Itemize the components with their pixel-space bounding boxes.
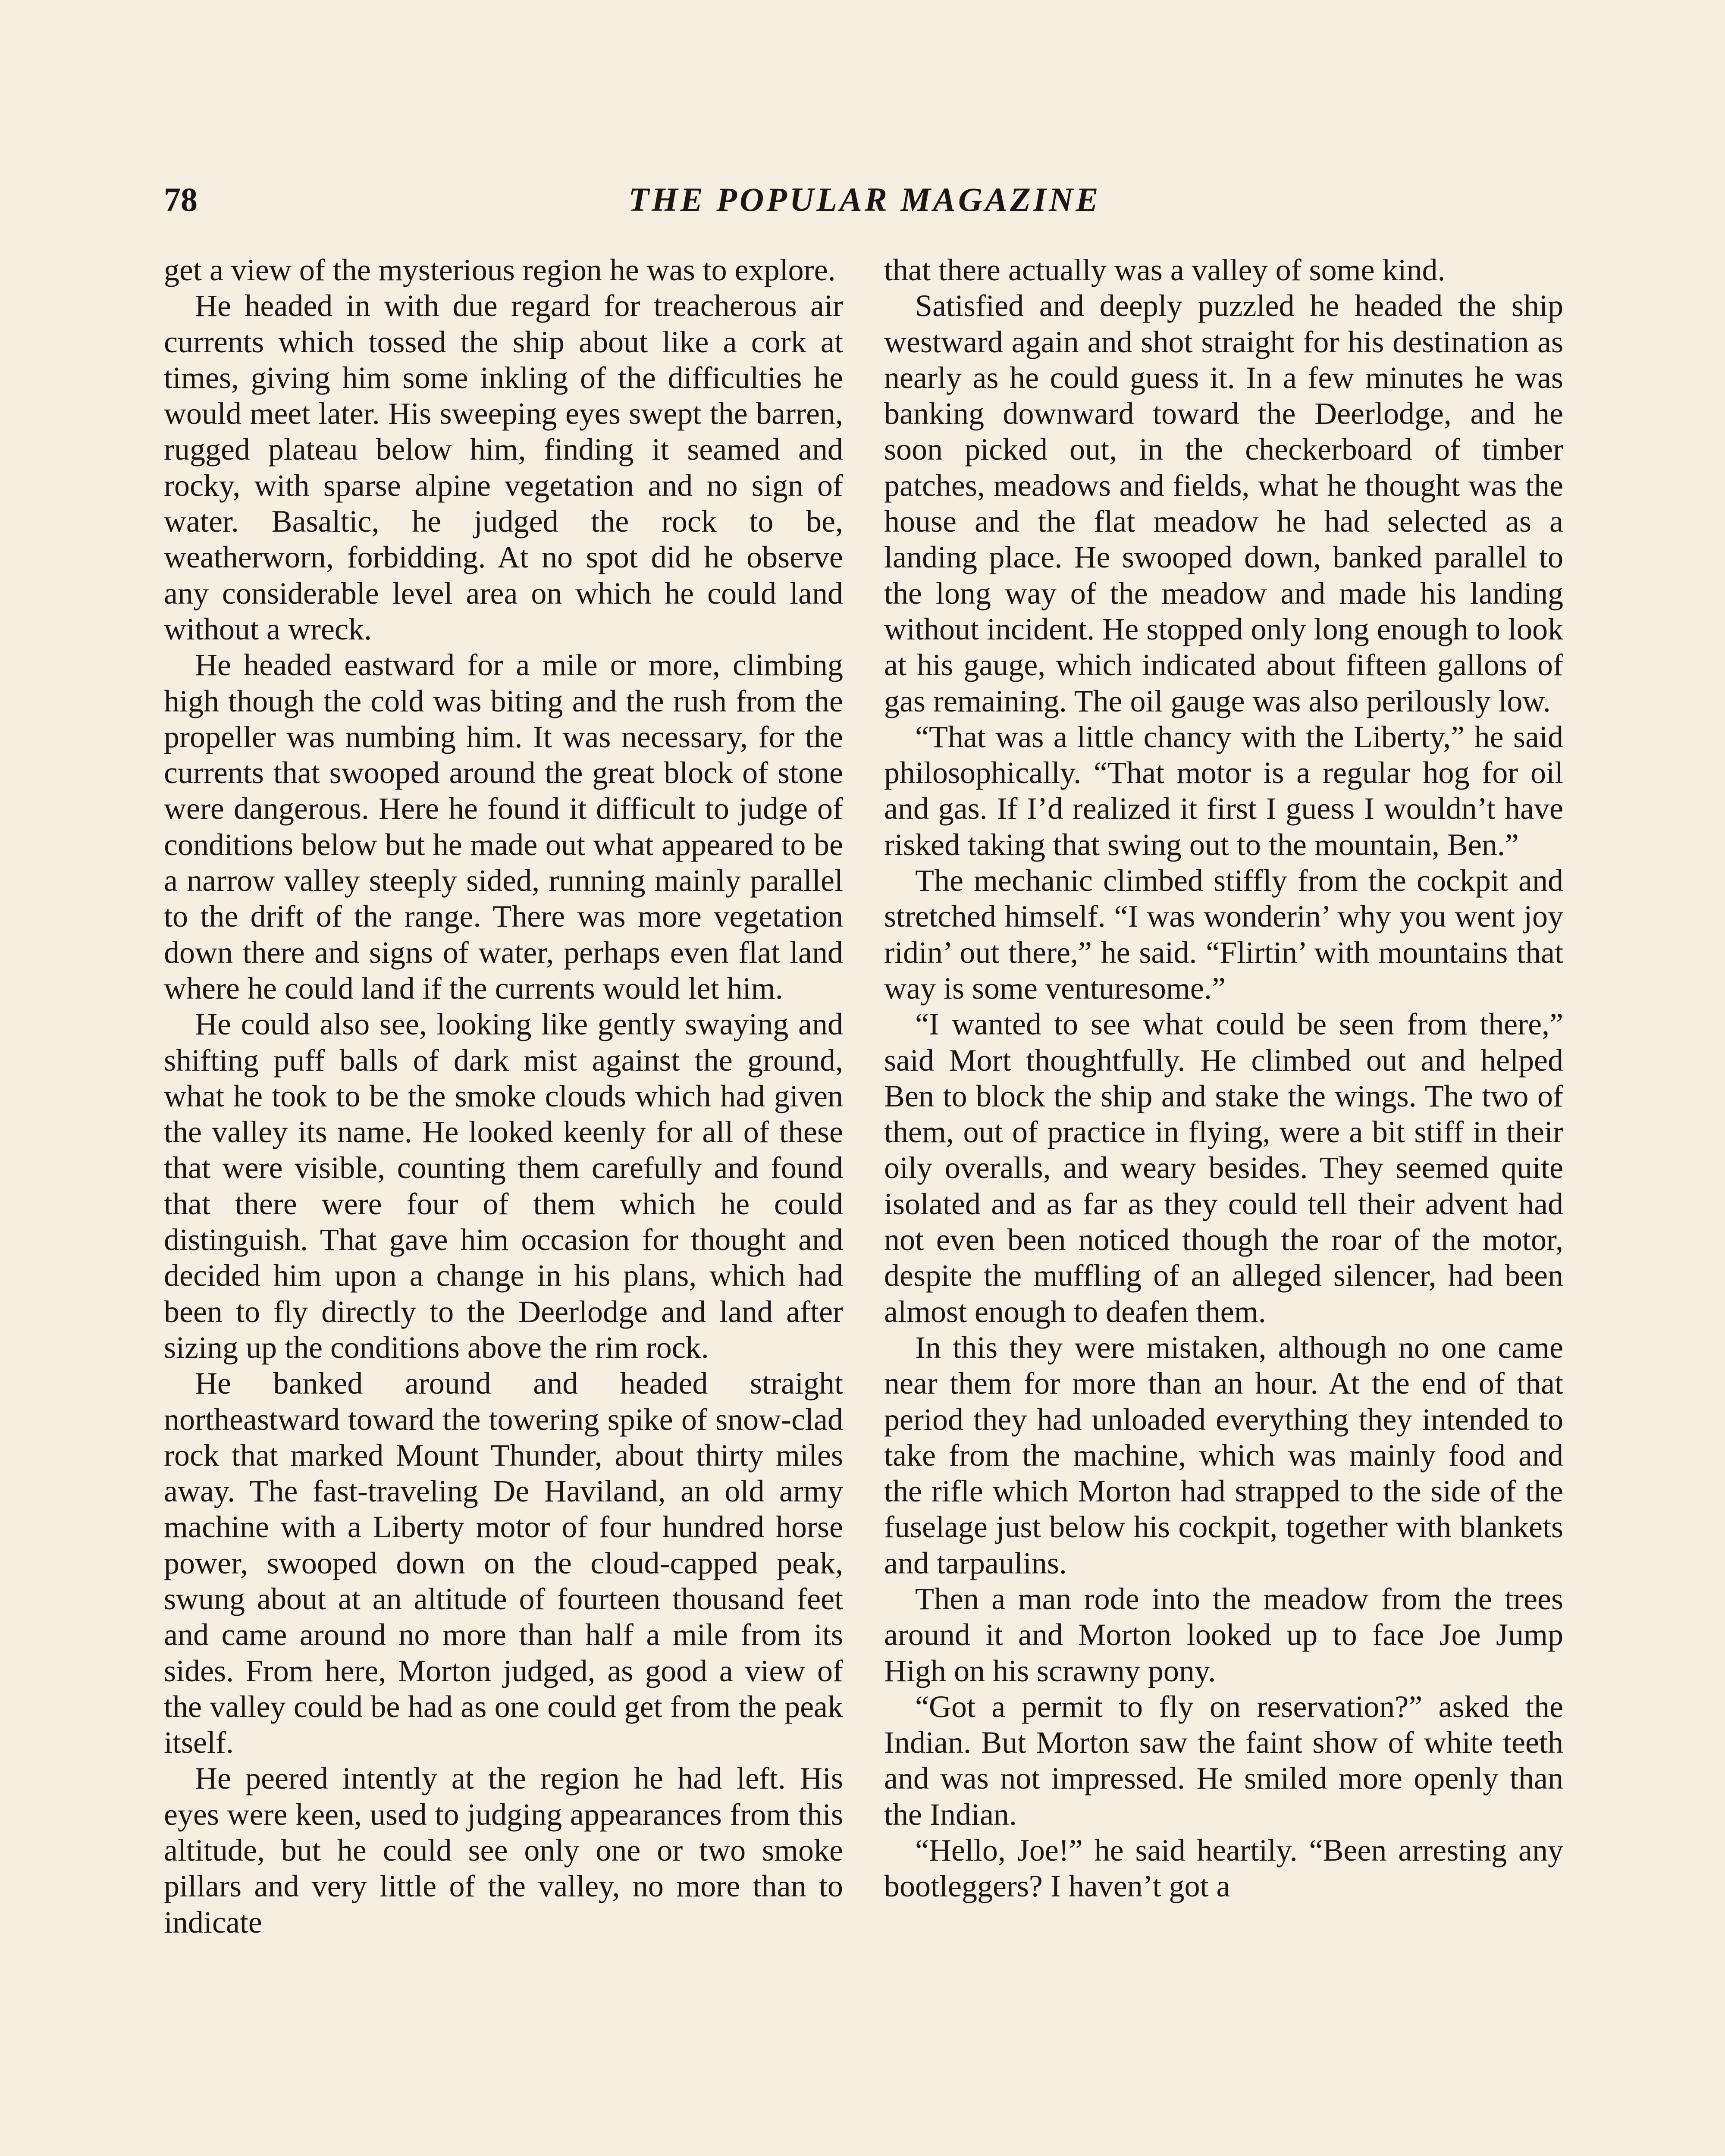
paragraph: He could also see, looking like gently swaying and shifting puff balls of dark mist against the ground, what he took to be the smoke clouds which had given the valley its name. He looked keenly for all of these that were visible, counting them carefully and found that there were four of them which he could distinguish. That gave him occasion for thought and decided him upon a change in his plans, which had been to fly directly to the Deerlodge and land after sizing up the conditions above the rim rock. (164, 1007, 843, 1365)
page-header (164, 172, 1565, 228)
paragraph: The mechanic climbed stiffly from the cockpit and stretched himself. “I was wonderin’ why you went joy ridin’ out there,” he said. “Flirtin’ with mountains that way is some venturesome.” (884, 863, 1563, 1006)
left-column (164, 252, 843, 2156)
paragraph: “Hello, Joe!” he said heartily. “Been arresting any bootleggers? I haven’t got a (884, 1833, 1563, 1904)
paragraph: “I wanted to see what could be seen from there,” said Mort thoughtfully. He climbed out and helped Ben to block the ship and stake the wings. The two of them, out of practice in flying, were a bit stiff in their oily overalls, and weary besides. They seemed quite isolated and as far as they could tell their advent had not even been noticed though the roar of the motor, despite the muffling of an alleged silencer, had been almost enough to deafen them. (884, 1007, 1563, 1329)
paragraph: “Got a permit to fly on reservation?” asked the Indian. But Morton saw the faint show of white teeth and was not impressed. He smiled more openly than the Indian. (884, 1689, 1563, 1832)
right-column (884, 252, 1563, 2156)
paragraph: Satisfied and deeply puzzled he headed the ship westward again and shot straight for his destination as nearly as he could guess it. In a few minutes he was banking downward toward the Deerlodge, and he soon picked out, in the checkerboard of timber patches, meadows and fields, what he thought was the house and the flat meadow he had selected as a landing place. He swooped down, banked parallel to the long way of the meadow and made his landing without incident. He stopped only long enough to look at his gauge, which indicated about fifteen gallons of gas remaining. The oil gauge was also perilously low. (884, 288, 1563, 718)
page-number: 78 (164, 181, 198, 218)
paragraph: He peered intently at the region he had left. His eyes were keen, used to judging appearances from this altitude, but he could see only one or two smoke pillars and very little of the valley, no more than to indicate (164, 1761, 843, 1940)
paragraph: that there actually was a valley of some kind. (884, 253, 1446, 287)
paragraph: In this they were mistaken, although no one came near them for more than an hour. At the end of that period they had unloaded everything they intended to take from the machine, which was mainly food and the rifle which Morton had strapped to the side of the fuselage just below his cockpit, together with blankets and tarpaulins. (884, 1330, 1563, 1580)
paragraph: “That was a little chancy with the Liberty,” he said philosophically. “That motor is a regular hog for oil and gas. If I’d realized it first I guess I wouldn’t have risked taking that swing out to the mountain, Ben.” (884, 719, 1563, 862)
paragraph: Then a man rode into the meadow from the trees around it and Morton looked up to face Joe Jump High on his scrawny pony. (884, 1581, 1563, 1688)
paragraph: He headed in with due regard for treacherous air currents which tossed the ship about like a cork at times, giving him some inkling of the difficulties he would meet later. His sweeping eyes swept the barren, rugged plateau below him, finding it seamed and rocky, with sparse alpine vegetation and no sign of water. Basaltic, he judged the rock to be, weatherworn, forbidding. At no spot did he observe any considerable level area on which he could land without a wreck. (164, 288, 843, 646)
paragraph: He banked around and headed straight northeastward toward the towering spike of snow-clad rock that marked Mount Thunder, about thirty miles away. The fast-traveling De Haviland, an old army machine with a Liberty motor of four hundred horse power, swooped down on the cloud-capped peak, swung about at an altitude of fourteen thousand feet and came around no more than half a mile from its sides. From here, Morton judged, as good a view of the valley could be had as one could get from the peak itself. (164, 1366, 843, 1760)
running-title: THE POPULAR MAGAZINE (628, 181, 1101, 218)
paragraph: get a view of the mysterious region he was to explore. (164, 253, 836, 287)
paragraph: He headed eastward for a mile or more, climbing high though the cold was biting and the rush from the propeller was numbing him. It was necessary, for the currents that swooped around the great block of stone were dangerous. Here he found it difficult to judge of conditions below but he made out what appeared to be a narrow valley steeply sided, running mainly parallel to the drift of the range. There was more vegetation down there and signs of water, perhaps even flat land where he could land if the currents would let him. (164, 648, 843, 1006)
